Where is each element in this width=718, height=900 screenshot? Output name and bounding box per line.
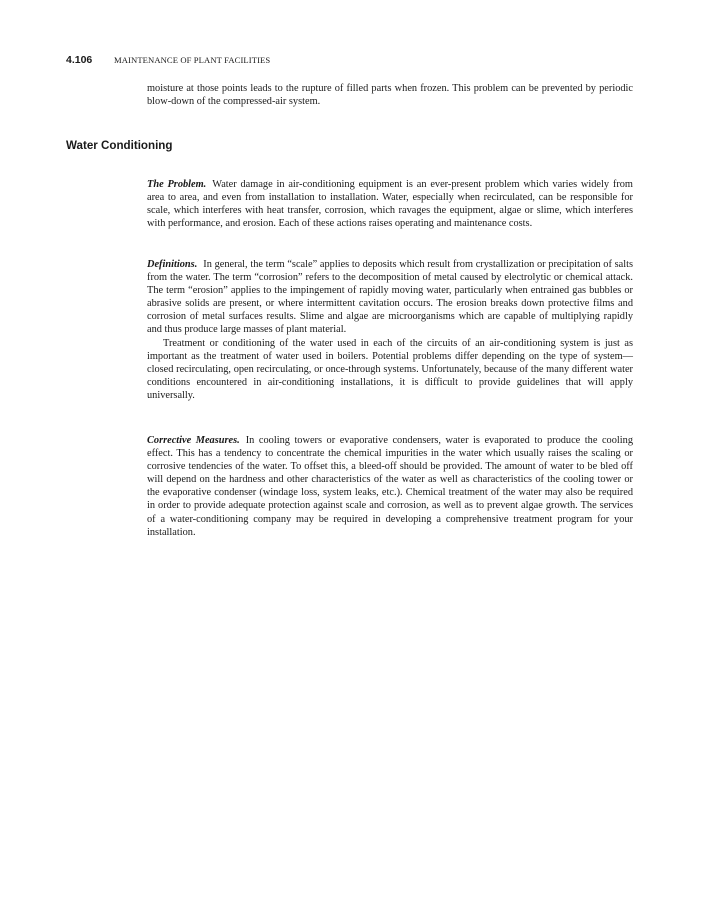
corrective-text: In cooling towers or evaporative condensers, water is evaporated to produce the cooling effect. This has a tendency to concentrate the chemical impurities in the water which usually raises the scaling or corrosive tendencies of the water. To offset this, a bleed-off should be provided. The amount of water to be bled off will depend on the hardness and other characteristics of the water as well as characteristics of the cooling tower or the evaporative condenser (windage loss, system leaks, etc.). Chemical treatment of the water may also be required in order to provide adequate protection against scale and corrosion, as well as to prevent algae growth. The services of a water-conditioning company may be required in developing a comprehensive treatment program for your installation. xyxy=(147,435,633,538)
treatment-paragraph: Treatment or conditioning of the water used in each of the circuits of an air-conditioning system is just as important as the treatment of water used in boilers. Potential problems differ depending on the type of system—closed recirculating, open recirculating, or once-through systems. Unfortunately, because of the many different water conditions encountered in air-conditioning installations, it is difficult to provide guidelines that will apply universally. xyxy=(147,337,633,401)
running-title: MAINTENANCE OF PLANT FACILITIES xyxy=(114,55,271,65)
corrective-title: Corrective Measures. xyxy=(147,435,240,446)
problem-text: Water damage in air-conditioning equipment is an ever-present problem which varies widely from area to area, and even from installation to installation. Water, especially when recirculated, can be responsible for scale, which interferes with heat transfer, corrosion, which ravages the equipment, algae or slime, which interferes with performance, and erosion. Each of these actions raises operating and maintenance costs. xyxy=(147,179,633,230)
problem-block xyxy=(147,178,633,230)
corrective-block xyxy=(147,434,633,539)
continuation-text: moisture at those points leads to the rupture of filled parts when frozen. This problem can be prevented by periodic blow-down of the compressed-air system. xyxy=(147,83,633,108)
definitions-block xyxy=(147,258,633,337)
running-header xyxy=(66,52,270,66)
section-heading: Water Conditioning xyxy=(66,139,173,152)
definitions-text: In general, the term “scale” applies to deposits which result from crystallization or precipitation of salts from the water. The term “corrosion” refers to the decomposition of metal caused by electrolytic or chemical attack. The term “erosion” applies to the impingement of rapidly moving water, particularly when entrained gas bubbles or abrasive solids are present, or where intermittent cavitation occurs. The erosion breaks down protective films and corrosion of metal surfaces results. Slime and algae are microorganisms which are capable of multiplying rapidly and thus produce large masses of plant material. xyxy=(147,259,633,336)
definitions-section xyxy=(147,258,633,402)
problem-title: The Problem. xyxy=(147,179,207,190)
corrective-paragraph xyxy=(147,434,633,539)
continuation-paragraph xyxy=(147,82,633,108)
page-number: 4.106 xyxy=(66,54,93,66)
definitions-title: Definitions. xyxy=(147,259,198,270)
problem-paragraph xyxy=(147,178,633,230)
